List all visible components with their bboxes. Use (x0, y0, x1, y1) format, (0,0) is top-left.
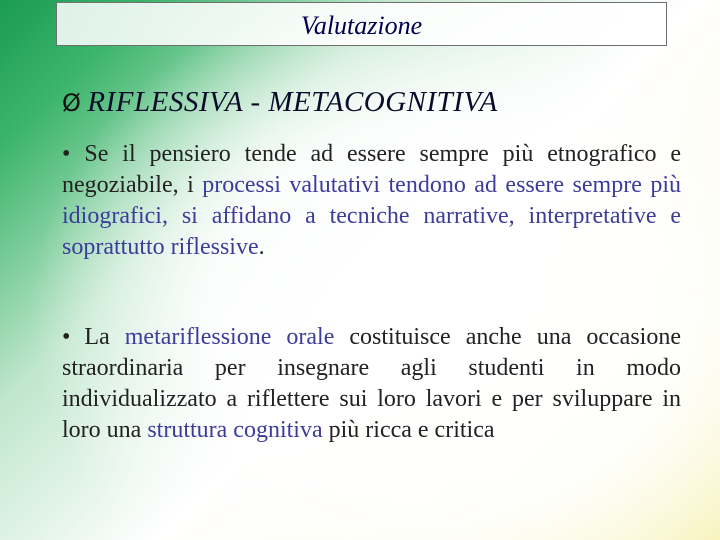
title-box-dashed-edge (56, 2, 146, 3)
section-heading (62, 86, 498, 119)
paragraph-2-highlight-a: metariflessione orale (124, 324, 335, 350)
bullet-icon: • (62, 141, 71, 167)
paragraph-1-text-a: Se il pensiero tende ad essere sempre più etnografico e negoziabile, i (62, 141, 681, 198)
arrow-bullet-icon: Ø (62, 89, 82, 117)
paragraph-2-highlight-b: struttura cognitiva (147, 417, 323, 443)
paragraph-2-text-c: più ricca e critica (322, 417, 495, 443)
bullet-icon: • (62, 324, 71, 350)
paragraph-1-highlight: processi valutativi tendono ad essere sempre più idiografici, si affidano a tecniche narrative, interpretative e soprattutto riflessive (62, 172, 681, 260)
slide-title: Valutazione (300, 11, 423, 40)
paragraph-1 (62, 139, 681, 263)
title-box (56, 2, 667, 46)
paragraph-2 (62, 322, 681, 446)
paragraph-2-text-a: La (84, 324, 125, 350)
section-heading-text: RIFLESSIVA - METACOGNITIVA (87, 86, 498, 118)
paragraph-2-text-b: costituisce anche una occasione straordinaria per insegnare agli studenti in modo individualizzato a riflettere sui loro lavori e per sviluppare in loro una (62, 324, 681, 443)
paragraph-1-text-b: . (258, 234, 265, 260)
